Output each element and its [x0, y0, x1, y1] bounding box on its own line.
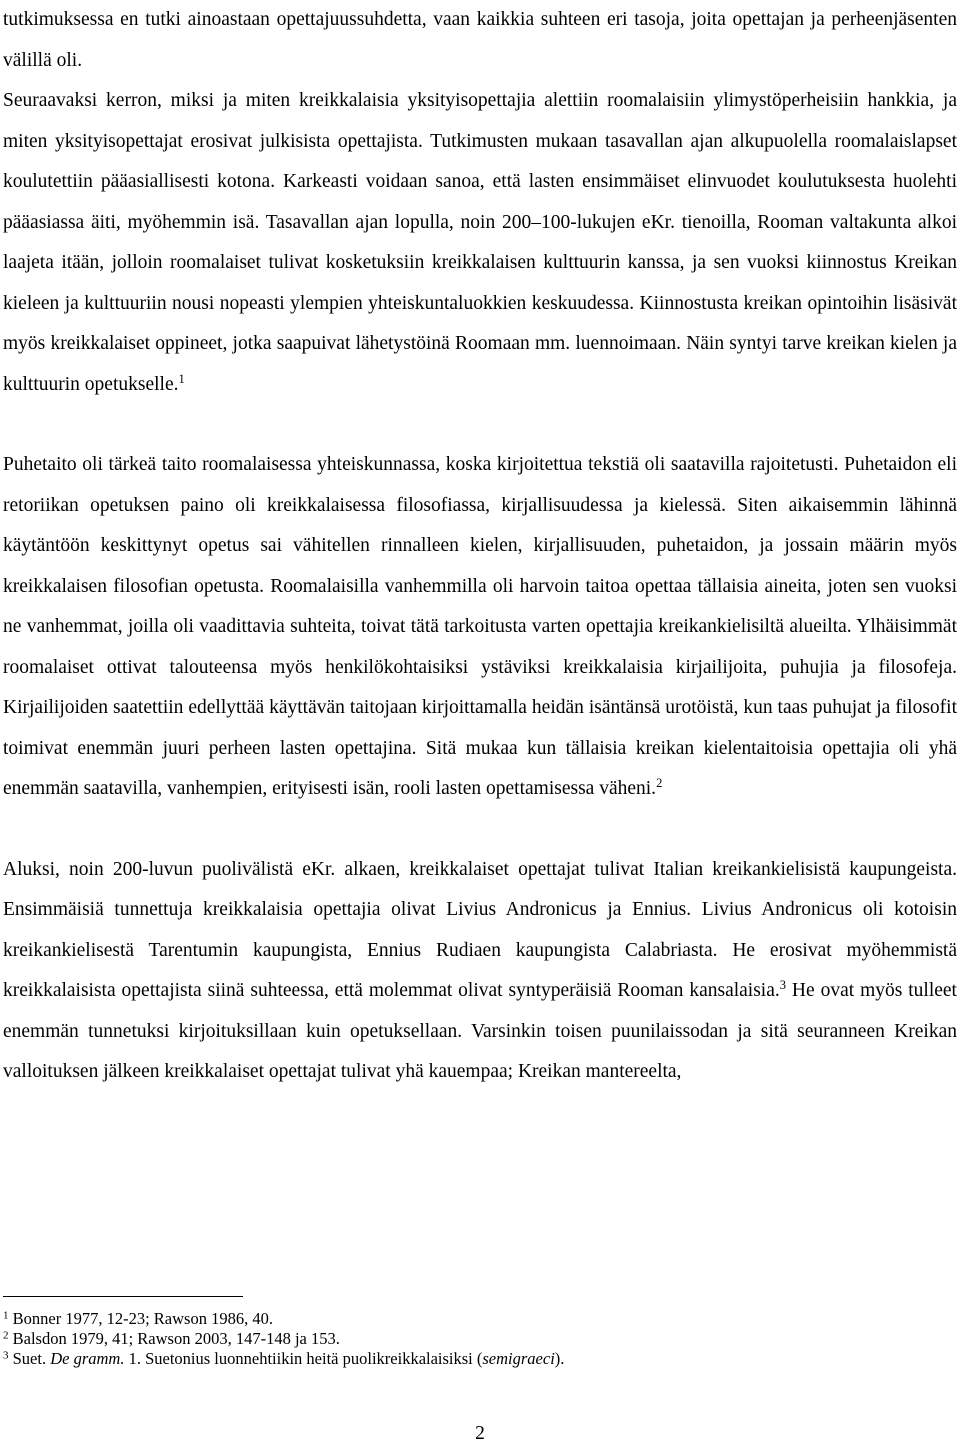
- footnote-number: 1: [3, 1309, 9, 1322]
- footnote-reference[interactable]: 2: [656, 776, 663, 791]
- paragraph: [3, 0, 957, 405]
- text-segment: Aluksi, noin 200-luvun puolivälistä eKr. alkaen, kreikkalaiset opettajat tulivat Italian kreikankielisistä kaupungeista. Ensimmäisiä tunnettuja kreikkalaisia opettajia olivat Livius Andronicus ja Ennius. Livius Andronicus oli kotoisin kreikankielisestä Tarentumin kaupungista, Ennius Rudiaen kaupungista Calabriasta. He erosivat myöhemmistä kreikkalaisista opettajista siinä suhteessa, että molemmat olivat syntyperäisiä Rooman kansalaisia.: [3, 858, 957, 1001]
- page-number: 2: [475, 1423, 485, 1444]
- footnote-number: 2: [3, 1329, 9, 1342]
- footnote-text: 1. Suetonius luonnehtiikin heitä puolikreikkalaisiksi (: [124, 1349, 483, 1368]
- footnote: [3, 1329, 957, 1349]
- footnote-text: Suet.: [12, 1349, 51, 1368]
- text-segment: Puhetaito oli tärkeä taito roomalaisessa yhteiskunnassa, koska kirjoitettua tekstiä oli saatavilla rajoitetusti. Puhetaidon eli retoriikan opetuksen paino oli kreikkalaisessa filosofiassa, kirjallisuudessa ja kielessä. Siten aikaisemmin lähinnä käytäntöön keskittynyt opetus sai vähitellen rinnalleen kielen, kirjallisuuden, puhetaidon, ja jossain määrin myös kreikkalaisen filosofian opetusta. Roomalaisilla vanhemmilla oli harvoin taitoa opettaa tällaisia aineita, joten sen vuoksi ne vanhemmat, joilla oli vaadittavia suhteita, toivat tätä tarkoitusta varten opettajia kreikankielisiltä alueilta. Ylhäisimmät roomalaiset ottivat talouteensa myös henkilökohtaisiksi ystäviksi kreikkalaisia kirjailijoita, puhujia ja filosofeja. Kirjailijoiden saatettiin edellyttää käyttävän taitojaan kirjoittamalla heidän isäntänsä urotöistä, kun taas puhujat ja filosofit toimivat enemmän juuri perheen lasten opettajina. Sitä mukaa kun tällaisia kreikan kielentaitoisia opettajia oli yhä enemmän saatavilla, vanhempien, erityisesti isän, rooli lasten opettamisessa väheni.: [3, 454, 957, 799]
- footnote-text-italic: De gramm.: [50, 1349, 125, 1368]
- paragraph: [3, 445, 957, 810]
- footnote-reference[interactable]: 1: [178, 371, 185, 386]
- footnotes: [3, 1309, 957, 1369]
- footnote: [3, 1309, 957, 1329]
- body-text: [3, 0, 957, 1093]
- footnote: [3, 1349, 957, 1369]
- footnote-text: ).: [554, 1349, 565, 1368]
- footnote-text: Balsdon 1979, 41; Rawson 2003, 147-148 ja 153.: [12, 1329, 340, 1348]
- footnote-number: 3: [3, 1349, 9, 1362]
- footnote-separator: [3, 1296, 243, 1297]
- paragraph: [3, 850, 957, 1093]
- text-segment: Seuraavaksi kerron, miksi ja miten kreikkalaisia yksityisopettajia alettiin roomalaisiin ylimystöperheisiin hankkia, ja miten yksityisopettajat erosivat julkisista opettajista. Tutkimusten mukaan tasavallan ajan alkupuolella roomalaislapset koulutettiin pääasiallisesti kotona. Karkeasti voidaan sanoa, että lasten ensimmäiset elinvuodet koulutuksesta huolehti pääasiassa äiti, myöhemmin isä. Tasavallan ajan lopulla, noin 200–100-lukujen eKr. tienoilla, Rooman valtakunta alkoi laajeta itään, jolloin roomalaiset tulivat kosketuksiin kreikkalaisen kulttuurin kanssa, ja sen vuoksi kiinnostus Kreikan kieleen ja kulttuuriin nousi nopeasti ylempien yhteiskuntaluokkien keskuudessa. Kiinnostusta kreikan opintoihin lisäsivät myös kreikkalaiset oppineet, jotka saapuivat lähetystöinä Roomaan mm. luennoimaan. Näin syntyi tarve kreikan kielen ja kulttuurin opetukselle.: [3, 90, 957, 395]
- footnote-text-italic: semigraeci: [482, 1349, 555, 1368]
- text-segment: He ovat myös tulleet enemmän tunnetuksi kirjoituksillaan kuin opetuksellaan. Varsinkin toisen puunilaissodan ja sitä seuranneen Kreikan valloituksen jälkeen kreikkalaiset opettajat tulivat yhä kauempaa; Kreikan mantereelta,: [3, 980, 957, 1082]
- footnote-text: Bonner 1977, 12-23; Rawson 1986, 40.: [12, 1309, 273, 1328]
- footnote-reference[interactable]: 3: [779, 978, 786, 993]
- text-segment: tutkimuksessa en tutki ainoastaan opettajuussuhdetta, vaan kaikkia suhteen eri tasoja, joita opettajan ja perheenjäsenten välillä oli.: [3, 9, 957, 71]
